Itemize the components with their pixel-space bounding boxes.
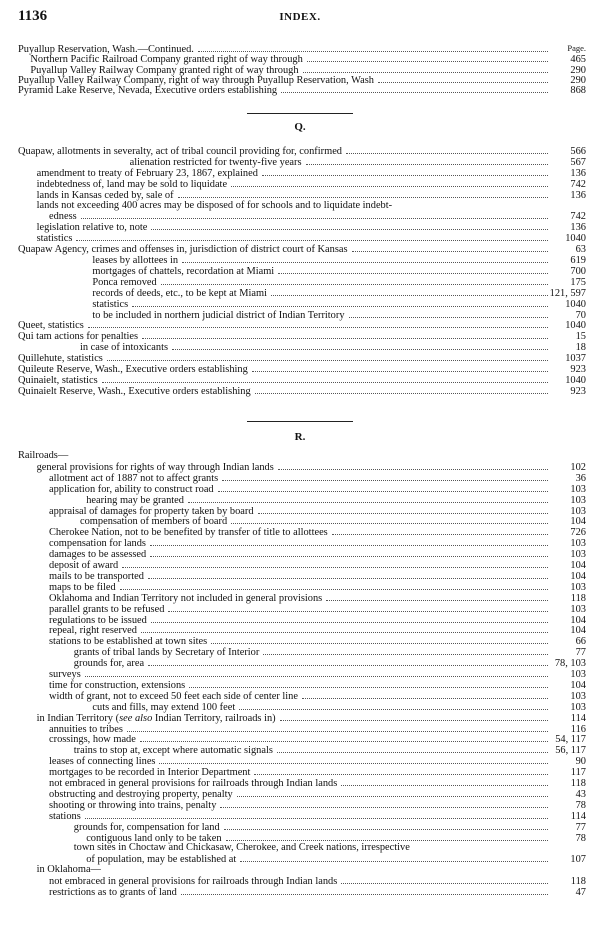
dot-leader — [302, 690, 548, 699]
index-entry — [18, 84, 586, 95]
dot-leader — [346, 145, 548, 154]
index-entry — [49, 581, 586, 592]
entry-text: regulations to be issued — [49, 614, 147, 626]
index-entry — [49, 210, 586, 221]
index-entry — [18, 352, 586, 363]
entry-text: shooting or throwing into trains, penalty — [49, 799, 217, 811]
dot-leader — [159, 755, 548, 764]
entry-text: damages to be assessed — [49, 549, 147, 561]
index-entry — [49, 526, 586, 537]
entry-text: indebtedness of, land may be sold to liquidate — [36, 178, 228, 190]
entry-text: not embraced in general provisions for railroads through Indian lands — [49, 876, 338, 888]
entry-text: in Indian Territory (see also Indian Territory, railroads in) — [36, 712, 276, 724]
dot-leader — [161, 276, 548, 285]
entry-text: mortgages of chattels, recordation at Miami — [92, 265, 275, 277]
dot-leader — [252, 363, 548, 372]
index-entry — [49, 592, 586, 603]
dot-leader — [258, 505, 548, 514]
entry-page: 77 — [575, 821, 586, 833]
dot-leader — [85, 668, 548, 677]
entry-text: time for construction, extensions — [49, 679, 186, 691]
index-entry — [49, 505, 586, 516]
index-entry — [49, 886, 586, 897]
dot-leader — [198, 43, 548, 52]
entry-page: 78, 103 — [554, 658, 586, 670]
entry-text: Quileute Reserve, Wash., Executive orders establishing — [18, 364, 248, 375]
dot-leader — [81, 210, 548, 219]
divider-rule — [247, 421, 353, 422]
index-entry — [74, 842, 586, 853]
entry-page: 70 — [575, 309, 586, 321]
entry-text: stations to be established at town sites — [49, 636, 208, 648]
entry-text: Quapaw Agency, crimes and offenses in, jurisdiction of district court of Kansas — [18, 244, 348, 256]
entry-page: 107 — [570, 854, 586, 866]
entry-page: 36 — [575, 472, 586, 484]
entry-page: 742 — [570, 211, 586, 223]
dot-leader — [127, 723, 548, 732]
entry-text: compensation of members of board — [80, 516, 228, 528]
index-entry — [49, 668, 586, 679]
dot-leader — [211, 635, 548, 644]
index-entry — [49, 788, 586, 799]
index-entry — [49, 875, 586, 886]
entry-page: 136 — [570, 189, 586, 201]
dot-leader — [396, 200, 548, 208]
index-entry — [49, 766, 586, 777]
entry-text: application for, ability to construct road — [49, 483, 214, 495]
index-entry — [37, 221, 586, 232]
section-heading-r: R. — [294, 431, 306, 443]
page-column-label: Page. — [567, 43, 586, 53]
entry-page: 121, 597 — [549, 287, 586, 299]
dot-leader — [378, 74, 548, 83]
entry-page: 103 — [570, 669, 586, 680]
index-entry — [37, 461, 586, 472]
entry-text: maps to be filed — [49, 581, 116, 593]
dot-leader — [280, 712, 548, 721]
entry-text: trains to stop at, except where automatic signals — [73, 745, 273, 757]
entry-page: 104 — [570, 570, 586, 582]
index-entry — [18, 145, 586, 156]
entry-page: 63 — [575, 244, 586, 256]
entry-page: 619 — [570, 255, 586, 266]
dot-leader — [172, 341, 548, 350]
entry-page: 726 — [570, 527, 586, 539]
dot-leader — [76, 232, 548, 241]
dot-leader — [303, 64, 548, 73]
dot-leader — [240, 853, 548, 862]
entry-text: repeal, right reserved — [49, 625, 137, 637]
dot-leader — [181, 886, 548, 895]
dot-leader — [278, 461, 548, 470]
entry-text: in Oklahoma— — [36, 864, 101, 876]
index-entry — [49, 755, 586, 766]
index-entry — [49, 777, 586, 788]
entry-page: 18 — [575, 342, 586, 354]
entry-page: 103 — [570, 494, 586, 506]
index-entry — [37, 200, 586, 211]
index-entry — [49, 679, 586, 690]
entry-page: 43 — [575, 788, 586, 800]
entry-page: 1040 — [565, 298, 586, 310]
dot-leader — [262, 167, 548, 176]
index-entry — [86, 832, 586, 843]
index-entry — [49, 603, 586, 614]
entry-text: obstructing and destroying property, penalty — [49, 788, 233, 800]
entry-page: 290 — [570, 64, 586, 76]
entry-text: Quillehute, statistics — [18, 353, 103, 365]
entry-text: appraisal of damages for property taken by board — [49, 505, 254, 517]
index-entry — [37, 864, 586, 875]
entry-text: mails to be transported — [49, 570, 144, 582]
entry-page: 1040 — [565, 233, 586, 245]
index-entry — [37, 178, 586, 189]
page-title: INDEX. — [279, 11, 321, 23]
entry-page: 104 — [570, 625, 586, 637]
entry-page: 118 — [570, 592, 586, 604]
dot-leader — [341, 875, 548, 884]
index-entry — [49, 810, 586, 821]
index-entry — [18, 374, 586, 385]
index-entry — [49, 570, 586, 581]
entry-text: restrictions as to grants of land — [49, 887, 177, 898]
entry-text: legislation relative to, note — [36, 222, 148, 234]
index-entry — [92, 254, 586, 265]
entry-text: edness — [49, 211, 77, 223]
entry-page: 104 — [570, 614, 586, 626]
entry-page: 104 — [570, 560, 586, 571]
dot-leader — [178, 189, 548, 198]
entry-text: lands not exceeding 400 acres may be disposed of for schools and to liquidate indebt- — [36, 199, 393, 211]
dot-leader — [277, 744, 548, 753]
entry-text: hearing may be granted — [86, 494, 184, 506]
index-entry — [74, 646, 586, 657]
entry-text: Pyramid Lake Reserve, Nevada, Executive orders establishing — [18, 85, 278, 97]
index-entry — [18, 330, 586, 341]
index-entry — [92, 287, 586, 298]
dot-leader — [182, 254, 548, 263]
entry-text: crossings, how made — [49, 734, 136, 746]
dot-leader — [239, 701, 548, 710]
dot-leader — [72, 450, 548, 458]
entry-text: leases by allottees in — [92, 255, 179, 266]
index-entry — [130, 156, 586, 167]
dot-leader — [140, 733, 548, 742]
dot-leader — [271, 287, 548, 296]
dot-leader — [231, 178, 548, 187]
entry-page: 103 — [570, 549, 586, 561]
entry-page: 923 — [570, 385, 586, 397]
dot-leader — [341, 777, 548, 786]
entry-text: in case of intoxicants — [80, 342, 169, 354]
entry-page: 700 — [570, 265, 586, 277]
dot-leader — [148, 657, 548, 666]
entry-text: alienation restricted for twenty-five years — [129, 156, 302, 168]
index-entry — [92, 276, 586, 287]
entry-text: Puyallup Reservation, Wash.—Continued. — [18, 44, 194, 55]
index-entry — [92, 265, 586, 276]
index-entry — [92, 298, 586, 309]
entry-page: 290 — [570, 74, 586, 86]
entry-text: Railroads— — [18, 450, 69, 461]
index-entry — [49, 733, 586, 744]
dot-leader — [102, 374, 548, 383]
entry-text: to be included in northern judicial district of Indian Territory — [92, 309, 345, 321]
index-entry — [18, 385, 586, 396]
entry-text: grounds for, compensation for land — [73, 821, 220, 833]
index-entry — [18, 243, 586, 254]
entry-text: statistics — [92, 298, 129, 310]
entry-text: annuities to tribes — [49, 723, 123, 735]
entry-text: width of grant, not to exceed 50 feet each side of center line — [49, 690, 298, 702]
entry-page: 104 — [570, 679, 586, 691]
dot-leader — [224, 821, 548, 830]
entry-page: 103 — [570, 701, 586, 713]
entry-text: leases of connecting lines — [49, 756, 156, 768]
entry-page: 103 — [570, 538, 586, 550]
entry-text: general provisions for rights of way through Indian lands — [36, 461, 274, 473]
index-entry — [49, 690, 586, 701]
entry-page: 116 — [570, 723, 586, 735]
entry-page: 567 — [570, 156, 586, 168]
dot-leader — [189, 679, 548, 688]
entry-text: Qui tam actions for penalties — [18, 331, 139, 343]
dot-leader — [151, 614, 548, 623]
index-entry — [49, 614, 586, 625]
entry-page: 78 — [575, 799, 586, 811]
dot-leader — [88, 319, 548, 328]
dot-leader — [105, 864, 548, 872]
index-entry — [37, 712, 586, 723]
entry-page: 102 — [570, 461, 586, 473]
dot-leader — [281, 84, 548, 93]
dot-leader — [107, 352, 548, 361]
entry-page: 1040 — [565, 320, 586, 332]
entry-page: 868 — [570, 85, 586, 97]
index-entry — [49, 624, 586, 635]
page-number: 1136 — [18, 8, 48, 24]
entry-text: Ponca removed — [92, 276, 157, 288]
dot-leader — [263, 646, 548, 655]
dot-leader — [414, 842, 548, 850]
entry-text: compensation for lands — [49, 538, 146, 550]
dot-leader — [306, 156, 548, 165]
dot-leader — [222, 472, 548, 481]
entry-page: 103 — [570, 690, 586, 702]
entry-text: Quinaielt Reserve, Wash., Executive orders establishing — [18, 385, 251, 397]
entry-text: Queet, statistics — [18, 320, 84, 332]
index-entry — [49, 799, 586, 810]
index-entry — [92, 701, 586, 712]
dot-leader — [352, 243, 548, 252]
entry-page: 77 — [575, 647, 586, 659]
entry-page: 90 — [575, 756, 586, 768]
index-entry — [74, 744, 586, 755]
entry-text: cuts and fills, may extend 100 feet — [92, 701, 236, 713]
index-entry — [80, 515, 586, 526]
entry-text: Quinaielt, statistics — [18, 374, 98, 386]
dot-leader — [151, 221, 548, 230]
entry-text: grants of tribal lands by Secretary of Interior — [73, 647, 260, 659]
entry-text: amendment to treaty of February 23, 1867, explained — [36, 167, 258, 179]
dot-leader — [220, 799, 548, 808]
index-entry — [92, 309, 586, 320]
dot-leader — [226, 832, 548, 841]
entry-page: 15 — [575, 331, 586, 343]
entry-text: records of deeds, etc., to be kept at Miami — [92, 287, 267, 299]
entry-page: 1037 — [565, 353, 586, 365]
dot-leader — [218, 483, 548, 492]
entry-text: Cherokee Nation, not to be benefited by transfer of title to allottees — [49, 527, 328, 539]
index-entry — [86, 494, 586, 505]
entry-page: 136 — [570, 222, 586, 234]
entry-text: grounds for, area — [73, 658, 145, 670]
entry-text: contiguous land only to be taken — [86, 832, 222, 844]
entry-text: Oklahoma and Indian Territory not included in general provisions — [49, 592, 323, 604]
index-entry — [18, 319, 586, 330]
entry-text: deposit of award — [49, 560, 119, 571]
index-entry — [37, 232, 586, 243]
entry-text: stations — [49, 810, 81, 822]
index-entry — [49, 483, 586, 494]
entry-page: 56, 117 — [555, 745, 586, 757]
dot-leader — [168, 603, 548, 612]
entry-text: statistics — [36, 233, 73, 245]
entry-page: 566 — [570, 146, 586, 157]
entry-text: Puyallup Valley Railway Company granted right of way through — [30, 64, 299, 76]
entry-page: 104 — [570, 516, 586, 528]
dot-leader — [254, 766, 548, 775]
index-entry — [49, 635, 586, 646]
index-entry — [80, 341, 586, 352]
entry-page: 47 — [575, 887, 586, 898]
dot-leader — [85, 810, 548, 819]
index-entry — [18, 363, 586, 374]
dot-leader — [326, 592, 548, 601]
index-entry — [86, 853, 586, 864]
entry-text: lands in Kansas ceded by, sale of — [36, 189, 174, 201]
entry-page: 742 — [570, 178, 586, 190]
entry-page: 114 — [570, 712, 586, 724]
entry-page: 118 — [570, 876, 586, 888]
entry-page: 103 — [570, 603, 586, 615]
entry-page: 136 — [570, 167, 586, 179]
index-entry — [49, 537, 586, 548]
entry-text: Northern Pacific Railroad Company granted right of way through — [30, 54, 303, 66]
dot-leader — [332, 526, 548, 535]
entry-text: of population, may be established at — [86, 854, 237, 866]
index-entry — [37, 167, 586, 178]
index-entry — [74, 821, 586, 832]
index-entry — [49, 548, 586, 559]
dot-leader — [150, 537, 548, 546]
entry-text: Puyallup Valley Railway Company, right of way through Puyallup Reservation, Wash — [18, 74, 374, 86]
entry-page: 66 — [575, 636, 586, 648]
entry-page: 117 — [570, 767, 586, 779]
dot-leader — [142, 330, 548, 339]
entry-text: parallel grants to be refused — [49, 603, 165, 615]
dot-leader — [132, 298, 548, 307]
entry-page: 103 — [570, 581, 586, 593]
dot-leader — [150, 548, 548, 557]
index-entry — [18, 450, 586, 461]
entry-page: 118 — [570, 778, 586, 789]
section-heading-q: Q. — [294, 121, 306, 133]
entry-text: mortgages to be recorded in Interior Department — [49, 767, 251, 779]
index-entry — [49, 559, 586, 570]
dot-leader — [255, 385, 548, 394]
dot-leader — [120, 581, 548, 590]
dot-leader — [231, 515, 548, 524]
entry-page: 103 — [570, 505, 586, 517]
entry-page: 465 — [570, 54, 586, 66]
index-entry — [74, 657, 586, 668]
entry-text: Quapaw, allotments in severalty, act of tribal council providing for, confirmed — [18, 146, 342, 157]
index-entry — [37, 189, 586, 200]
dot-leader — [148, 570, 548, 579]
entry-text: surveys — [49, 669, 81, 680]
dot-leader — [349, 309, 548, 318]
entry-text: not embraced in general provisions for railroads through Indian lands — [49, 778, 338, 789]
entry-page: 1040 — [565, 374, 586, 386]
dot-leader — [278, 265, 548, 274]
dot-leader — [141, 624, 548, 633]
entry-text: allotment act of 1887 not to affect grants — [49, 472, 219, 484]
index-entry — [49, 472, 586, 483]
index-entry — [49, 723, 586, 734]
entry-page: 54, 117 — [555, 734, 586, 746]
entry-text: town sites in Choctaw and Chickasaw, Cherokee, and Creek nations, irrespective — [73, 842, 410, 854]
dot-leader — [237, 788, 548, 797]
entry-page: 923 — [570, 364, 586, 375]
entry-page: 114 — [570, 810, 586, 822]
entry-page: 175 — [570, 276, 586, 288]
dot-leader — [307, 53, 548, 62]
dot-leader — [122, 559, 548, 568]
entry-page: 78 — [575, 832, 586, 844]
divider-rule — [247, 113, 353, 114]
entry-page: 103 — [570, 483, 586, 495]
dot-leader — [188, 494, 548, 503]
